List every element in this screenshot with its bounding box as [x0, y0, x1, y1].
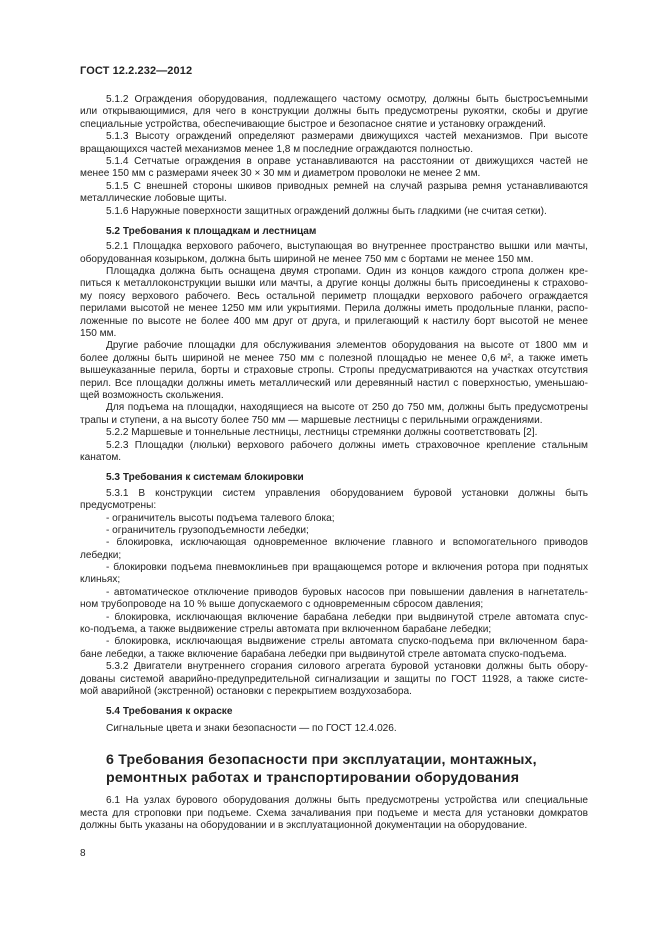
paragraph — [80, 427, 588, 439]
text-line: ном трубопроводе на 10 % выше допускаемого с одновременным сбросом давления; — [80, 599, 484, 611]
paragraph — [80, 636, 588, 661]
paragraph — [80, 488, 588, 513]
paragraph — [80, 241, 588, 266]
subsection-heading — [80, 706, 588, 718]
text-line: щей возможность скольжения. — [80, 389, 224, 401]
paragraph — [80, 440, 588, 465]
subsection-heading — [80, 472, 588, 484]
text-line: 5.3.2 Двигатели внутреннего сгорания силового агрегата буровой установки должны быть обору- — [106, 661, 588, 673]
text-line: 5.3 Требования к системам блокировки — [106, 472, 304, 484]
text-line: - блокировка, исключающая одновременное включение главного и вспомогательного приводов — [106, 537, 588, 549]
text-line: му поясу верхового рабочего. Весь остальной периметр площадки верхового рабочего ограждается — [80, 290, 588, 302]
text-line: - ограничитель грузоподъемности лебедки; — [106, 524, 309, 536]
paragraph — [80, 723, 588, 735]
text-line: более должны быть шириной не менее 750 мм с полезной площадью не менее 0,6 м², а также иметь — [80, 352, 588, 364]
text-line: 5.2.2 Маршевые и тоннельные лестницы, лестницы стремянки должны соответствовать [2]. — [106, 427, 538, 439]
text-line: 5.2.3 Площадки (люльки) верхового рабочего должны иметь страховочное крепление стальным — [106, 439, 588, 451]
document-header: ГОСТ 12.2.232—2012 — [80, 65, 193, 77]
text-line: - блокировка, исключающая включение барабана лебедки при выдвинутой стреле автомата спус- — [106, 611, 588, 623]
text-line: Другие рабочие площадки для обслуживания элементов оборудования на высоте от 1800 мм и — [106, 340, 588, 352]
text-line: 5.1.2 Ограждения оборудования, подлежащего частому осмотру, должны быть быстросъемными — [106, 94, 588, 105]
paragraph — [80, 206, 588, 218]
text-line: перил. Все площадки должны иметь металлический или деревянный настил с поверхностью, уменьшаю- — [80, 377, 588, 389]
text-line: 150 мм. — [80, 328, 117, 340]
paragraph — [80, 156, 588, 181]
text-line: - автоматическое отключение приводов буровых насосов при повышении давления в нагнетатель- — [106, 586, 588, 598]
paragraph — [80, 525, 588, 537]
text-line: 5.1.3 Высоту ограждений определяют размерами движущихся частей механизмов. При высоте — [106, 131, 588, 143]
text-line: или открывающимися, для чего в конструкции должны быть предусмотрены рукоятки, скобы и другие — [80, 106, 588, 118]
text-line: Площадка должна быть оснащена двумя стропами. Один из концов каждого стропа должен кре- — [106, 266, 588, 278]
paragraph — [80, 587, 588, 612]
text-line: должны быть указаны на оборудовании и в эксплуатационной документации на оборудование. — [80, 819, 528, 831]
paragraph — [80, 612, 588, 637]
text-line: металлические лобовые щиты. — [80, 193, 227, 205]
paragraph — [80, 94, 588, 131]
text-line: места для строповки при подъеме. Схема зачаливания при подъеме и места для установки домкратов — [80, 807, 588, 819]
text-line: 5.1.6 Наружные поверхности защитных ограждений должны быть гладкими (не считая сетки). — [106, 205, 547, 217]
text-line: 6.1 На узлах бурового оборудования должны быть предусмотрены устройства или специальные — [106, 795, 588, 807]
text-line: - блокировки подъема пневмоклиньев при вращающемся роторе и включения ротора при поднятых — [106, 562, 588, 574]
text-line: ложенные по высоте не более 400 мм друг от друга, и прилегающий к настилу борт высотой не менее — [80, 315, 588, 327]
text-line: 5.3.1 В конструкции систем управления оборудованием буровой установки должны быть — [106, 487, 588, 499]
text-line: 5.1.4 Сетчатые ограждения в оправе устанавливаются на расстоянии от движущихся частей не — [106, 155, 588, 167]
paragraph — [80, 513, 588, 525]
text-line: питься к металлоконструкции вышки или мачты, а другие концы должны быть присоединены к страхово- — [80, 278, 588, 290]
paragraph — [80, 340, 588, 402]
text-line: 5.2.1 Площадка верхового рабочего, выступающая во внутреннее пространство вышки или мачты, — [106, 241, 588, 253]
paragraph — [80, 131, 588, 156]
paragraph — [80, 181, 588, 206]
text-line: менее 150 мм с размерами ячеек 30 × 30 мм и диаметром проволоки не менее 2 мм. — [80, 168, 481, 180]
text-line: 5.2 Требования к площадкам и лестницам — [106, 225, 317, 237]
text-line: 5.1.5 С внешней стороны шкивов приводных ремней на случай разрыва ремня устанавливаются — [106, 180, 588, 192]
section-heading — [80, 751, 588, 787]
paragraph — [80, 537, 588, 562]
text-line: бане лебедки, а также включение барабана лебедки при выдвинутой стреле автомата спуско-подъема. — [80, 648, 567, 660]
text-line: предусмотрены: — [80, 500, 157, 512]
text-line: 6 Требования безопасности при эксплуатации, монтажных, — [106, 752, 537, 769]
paragraph — [80, 266, 588, 340]
text-line: Сигнальные цвета и знаки безопасности — по ГОСТ 12.4.026. — [106, 722, 397, 734]
text-line: - ограничитель высоты подъема талевого блока; — [106, 512, 335, 524]
text-line: Для подъема на площадки, находящиеся на высоте от 250 до 750 мм, должны быть предусмотрены — [106, 402, 588, 414]
text-line: вращающихся частей механизмов менее 1,8 м последние ограждаются полностью. — [80, 143, 474, 155]
text-line: 5.4 Требования к окраске — [106, 706, 233, 718]
text-line: трапы и ступени, а на высоту более 750 мм — маршевые лестницы с перильными ограждениями. — [80, 414, 543, 426]
text-line: перилами высотой не менее 1250 мм или укрытиями. Перила должны иметь продольные планки, распо- — [80, 303, 588, 315]
text-line: специальные устройства, обеспечивающие быстрое и безопасное снятие и установку ограждений. — [80, 118, 546, 130]
text-line: ко-подъема, а также выдвижение стрелы автомата при включенном барабане лебедки; — [80, 624, 492, 636]
paragraph — [80, 402, 588, 427]
subsection-heading — [80, 226, 588, 238]
text-line: дованы системой аварийно-предупредительной сигнализации и защиты по ГОСТ 11928, а также систе- — [80, 673, 588, 685]
text-line: вышеуказанные перила, борты и страховые стропы. Стропы предусматриваются на участках отсутствия — [80, 365, 588, 377]
text-line: канатом. — [80, 451, 122, 463]
text-line: клиньях; — [80, 574, 121, 586]
paragraph — [80, 562, 588, 587]
page-number: 8 — [80, 848, 86, 859]
text-line: лебедки; — [80, 549, 122, 561]
paragraph — [80, 661, 588, 698]
text-line: ремонтных работах и транспортировании оборудования — [106, 770, 520, 787]
document-body — [80, 94, 588, 832]
text-line: - блокировка, исключающая выдвижение стрелы автомата спуско-подъема при включенном бара- — [106, 636, 588, 648]
text-line: оборудованная козырьком, должна быть шириной не менее 750 мм с бортами не менее 150 мм. — [80, 253, 534, 265]
paragraph — [80, 795, 588, 832]
text-line: мой аварийной (экстренной) остановки с перекрытием воздухозабора. — [80, 685, 412, 697]
